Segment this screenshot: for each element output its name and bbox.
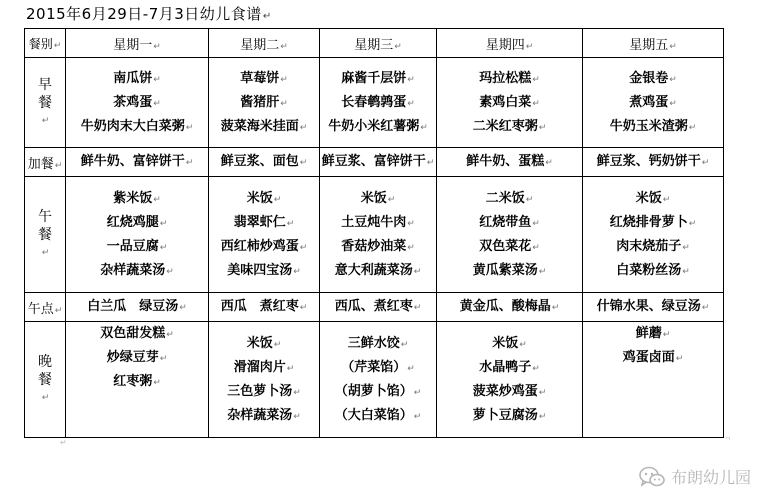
menu-item: 茶鸡蛋↵ <box>113 94 161 110</box>
header-row <box>25 29 724 58</box>
breakfast-cell <box>437 58 583 148</box>
menu-item: 杂样蔬菜汤↵ <box>227 407 301 423</box>
dinner-row <box>25 322 724 438</box>
afternoon-cell: 什锦水果、绿豆汤↵ <box>583 293 724 322</box>
lunch-cell <box>66 177 209 293</box>
meal-label-dinner: 晚 餐 ↵ <box>25 322 66 438</box>
lunch-row <box>25 177 724 293</box>
lunch-cell <box>320 177 437 293</box>
menu-item: 米饭↵ <box>492 335 527 351</box>
menu-item: 黄瓜紫菜汤↵ <box>472 262 547 278</box>
menu-table <box>24 28 724 438</box>
menu-item: 红烧带鱼↵ <box>479 214 540 230</box>
dinner-cell <box>66 322 209 438</box>
menu-item: 牛奶玉米渣粥↵ <box>609 118 697 134</box>
menu-item: 意大利蔬菜汤↵ <box>334 262 422 278</box>
menu-item: 米饭↵ <box>360 190 396 206</box>
menu-item: 玛拉松糕↵ <box>479 70 540 86</box>
menu-item: 土豆炖牛肉↵ <box>341 214 415 230</box>
menu-item: 白菜粉丝汤↵ <box>616 262 690 278</box>
breakfast-cell <box>320 58 437 148</box>
watermark-text: 布朗幼儿园 <box>670 468 751 487</box>
menu-item: 酱猪肝↵ <box>240 94 288 110</box>
page-title <box>26 3 272 24</box>
afternoon-cell: 西瓜、煮红枣↵ <box>320 293 437 322</box>
wechat-icon <box>639 466 665 488</box>
day-header: 星期一↵ <box>66 29 209 58</box>
menu-item: 一品豆腐↵ <box>106 238 168 254</box>
title-text: 2015年6月29日-7月3日幼儿食谱 <box>26 5 262 23</box>
end-mark: ¬ <box>724 434 731 443</box>
dinner-cell <box>209 322 320 438</box>
snack-cell: 鲜豆浆、钙奶饼干↵ <box>583 148 724 177</box>
menu-item: 素鸡白菜↵ <box>479 94 540 110</box>
menu-item: 米饭↵ <box>635 190 671 206</box>
menu-item: 红烧排骨萝卜↵ <box>609 214 697 230</box>
meal-column-header: 餐别↵ <box>25 29 66 58</box>
menu-item: 红枣粥↵ <box>113 374 161 389</box>
meal-label-afternoon: 午点↵ <box>25 293 66 322</box>
lunch-cell <box>583 177 724 293</box>
menu-item: 草莓饼↵ <box>240 70 288 86</box>
menu-item: 牛奶肉末大白菜粥↵ <box>80 118 194 134</box>
snack-row <box>25 148 724 177</box>
meal-label-lunch: 午 餐 ↵ <box>25 177 66 293</box>
menu-item: 二米饭↵ <box>485 190 534 206</box>
menu-item: 杂样蔬菜汤↵ <box>100 262 174 278</box>
afternoon-cell: 白兰瓜 绿豆汤↵ <box>66 293 209 322</box>
menu-item: 萝卜豆腐汤↵ <box>472 407 547 423</box>
snack-cell: 鲜豆浆、富锌饼干↵ <box>320 148 437 177</box>
paragraph-mark: ↵ <box>262 11 272 22</box>
menu-item: 炒绿豆芽↵ <box>106 350 168 365</box>
dinner-cell <box>437 322 583 438</box>
menu-item: 金银卷↵ <box>629 70 677 86</box>
meal-label-snack: 加餐↵ <box>25 148 66 177</box>
afternoon-row <box>25 293 724 322</box>
menu-item: 麻酱千层饼↵ <box>341 70 415 86</box>
menu-item: 双色甜发糕↵ <box>100 326 174 341</box>
day-header: 星期三↵ <box>320 29 437 58</box>
afternoon-cell: 黄金瓜、酸梅晶↵ <box>437 293 583 322</box>
menu-item: （胡萝卜馅）↵ <box>334 383 422 399</box>
menu-item: 二米红枣粥↵ <box>472 118 547 134</box>
menu-item: （芹菜馅）↵ <box>341 359 415 375</box>
menu-item: 南瓜饼↵ <box>113 70 161 86</box>
menu-item: 美味四宝汤↵ <box>227 262 301 278</box>
snack-cell: 鲜牛奶、蛋糕↵ <box>437 148 583 177</box>
menu-item: 滑溜肉片↵ <box>233 359 295 375</box>
paragraph-mark: ↵ <box>60 438 67 447</box>
menu-item: 菠菜炒鸡蛋↵ <box>472 383 547 399</box>
menu-item: 香菇炒油菜↵ <box>341 238 415 254</box>
menu-item: 长春鹌鹑蛋↵ <box>341 94 415 110</box>
menu-item: 牛奶小米红薯粥↵ <box>328 118 428 134</box>
menu-item: 鲜蘑↵ <box>635 326 671 341</box>
watermark <box>639 465 751 488</box>
breakfast-cell <box>66 58 209 148</box>
menu-item: 米饭↵ <box>246 190 282 206</box>
snack-cell: 鲜牛奶、富锌饼干↵ <box>66 148 209 177</box>
menu-item: 肉末烧茄子↵ <box>616 238 690 254</box>
day-header: 星期五↵ <box>583 29 724 58</box>
menu-item: 红烧鸡腿↵ <box>106 214 168 230</box>
menu-item: 煮鸡蛋↵ <box>629 94 677 110</box>
menu-item: 鸡蛋卤面↵ <box>622 350 684 365</box>
menu-item: （大白菜馅）↵ <box>334 407 422 423</box>
lunch-cell <box>209 177 320 293</box>
menu-item: 翡翠虾仁↵ <box>233 214 295 230</box>
menu-item: 三鲜水饺↵ <box>347 335 409 351</box>
afternoon-cell: 西瓜 煮红枣↵ <box>209 293 320 322</box>
menu-item: 水晶鸭子↵ <box>479 359 540 375</box>
day-header: 星期二↵ <box>209 29 320 58</box>
menu-item: 米饭↵ <box>246 335 282 351</box>
menu-item: 菠菜海米挂面↵ <box>220 118 308 134</box>
breakfast-cell <box>583 58 724 148</box>
menu-item: 双色菜花↵ <box>479 238 540 254</box>
dinner-cell <box>320 322 437 438</box>
menu-item: 三色萝卜汤↵ <box>227 383 301 399</box>
meal-label-breakfast: 早 餐 ↵ <box>25 58 66 148</box>
dinner-cell <box>583 322 724 438</box>
lunch-cell <box>437 177 583 293</box>
breakfast-row <box>25 58 724 148</box>
breakfast-cell <box>209 58 320 148</box>
snack-cell: 鲜豆浆、面包↵ <box>209 148 320 177</box>
menu-item: 西红柿炒鸡蛋↵ <box>220 238 308 254</box>
menu-item: 紫米饭↵ <box>113 190 161 206</box>
day-header: 星期四↵ <box>437 29 583 58</box>
